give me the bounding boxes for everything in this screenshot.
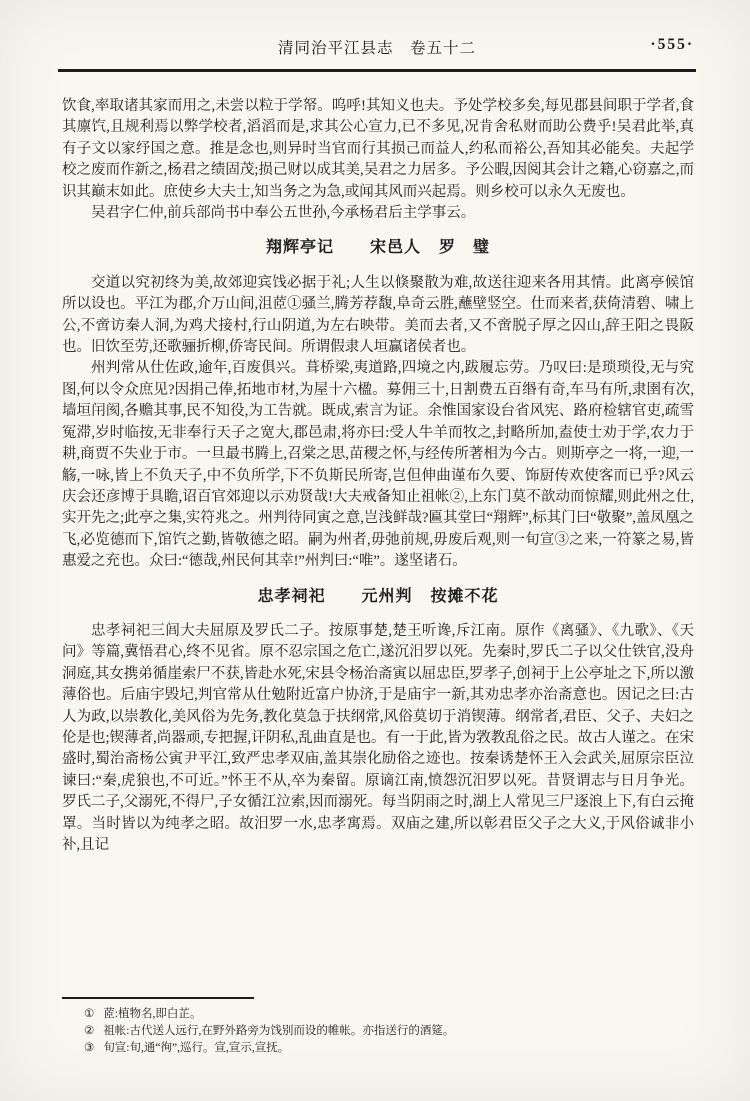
section-title: 忠孝祠祀 (257, 587, 326, 605)
footnote-1 (62, 1006, 694, 1023)
running-title: 清同治平江县志 卷五十二 (277, 40, 476, 57)
footnote-number: ① (84, 1008, 95, 1020)
section-heading-xianghui-pavilion (62, 237, 694, 258)
footnote-text: 旬宣:旬,通“徇”,巡行。宣,宣示,宣抚。 (103, 1042, 290, 1054)
footnote-number: ③ (84, 1042, 95, 1054)
section-author-role: 元州判 (361, 587, 413, 605)
section-author-name: 按摊不花 (430, 587, 499, 605)
footnote-text: 祖帐:古代送人远行,在野外路旁为饯别而设的帷帐。亦指送行的酒筵。 (103, 1025, 455, 1037)
paragraph-essay1-intro: 交道以究初终为美,故郊迎宾饯必据于礼;人生以倏聚散为难,故送往迎来各用其情。此离亭候馆所以设也。平江为郡,介万山间,沮茝①骚兰,腾芳荐馥,阜奇云胜,蘸壁竖空。仕而来者,获倚清碧、啸上公,不啻访秦人洞,为鸡犬接村,行山阴道,为左右映带。美而去者,又不啻脱子厚之囚山,辞王阳之畏阪也。旧饮至劳,还歌骊折柳,侨寄民间。所谓假隶人垣赢诸侯者也。 (62, 274, 694, 356)
page-header (58, 36, 696, 72)
page-number: ·555· (650, 36, 694, 53)
page-body (62, 96, 694, 994)
footnote-number: ② (84, 1025, 95, 1037)
section-title: 翔辉亭记 (265, 239, 334, 257)
footnote-separator-rule (62, 997, 254, 999)
section-heading-loyalty-filial-shrine (62, 586, 694, 607)
footnote-3 (62, 1040, 694, 1057)
paragraph-essay2-main: 忠孝祠祀三闾大夫屈原及罗氏二子。按原事楚,楚王听谗,斥江南。原作《离骚》、《九歌》、《天问》等篇,冀悟君心,终不见省。原不忍宗国之危亡,遂沉汨罗以死。先秦时,罗氏二子以父仕铁官,没舟洞庭,其女携弟循崖索尸不获,皆赴水死,宋县令杨治斋寅以屈忠臣,罗孝子,创祠于上公亭址之下,所以激薄俗也。后庙宇毁圮,判官常从仕勉附近富户协济,于是庙宇一新,其劝忠孝亦治斋意也。因记之曰:古人为政,以崇教化,美风俗为先务,教化莫急于扶纲常,风俗莫切于消锲薄。纲常者,君臣、父子、夫妇之伦是也;锲薄者,尚器顽,专把握,讦阴私,乱曲直是也。有一于此,皆为敩教乱俗之民。故古人谨之。在宋盛时,蜀治斋杨公寅尹平江,致严忠孝双庙,盖其崇化励俗之迹也。按秦诱楚怀王入会武关,屈原宗臣泣谏曰:“秦,虎狼也,不可近。”怀王不从,卒为秦留。原谪江南,愤怨沉汨罗以死。昔贤谓志与日月争光。罗氏二子,父溺死,不得尸,子女循江泣索,因而溺死。每当阴雨之时,湖上人常见三尸逐浪上下,有白云掩罩。当时皆以为纯孝之昭。故汨罗一水,忠孝寓焉。双庙之建,所以彰君臣父子之大义,于风俗诚非小补,且记 (62, 622, 694, 853)
header-row (58, 36, 696, 58)
paragraph-essay1-main: 州判常从仕佐政,逾年,百废俱兴。葺桥梁,夷道路,四境之内,跋履忘劳。乃叹曰:是琐琐役,无与究图,何以令众庶见?因捐己俸,拓地市材,为屋十六楹。募佣三十,日割费五百缗有奇,车马有所,隶圉有次,墙垣闬阂,各赡其事,民不知役,为工告就。既成,索言为证。余惟国家设台省风宪、路府检辖官吏,疏雪冤滞,岁时临按,无非奉行天子之宽大,郡邑肃,将亦曰:受人牛羊而牧之,封略所加,盍使士劝于学,农力于耕,商贾不失业于市。一旦最书腾上,召棠之思,苗稷之怀,与经传所著相为今古。则斯亭之一将,一迎,一觞,一咏,皆上不负天子,中不负所学,下不负斯民所寄,岂但伸曲谨布久要、饰厨传欢使客而已乎?风云庆会还彦博于具瞻,诏百官郊迎以示劝贤哉!大夫戒备知止祖帐②,上东门莫不歆动而惊耀,则此州之仕,实开先之;此亭之集,实符兆之。州判待同寅之意,岂浅鲜哉?匾其堂曰“翔辉”,标其门曰“敬聚”,盖凤凰之飞,必览德而下,馆饩之勤,皆敬德之昭。嗣为州者,毋弛前规,毋废后观,则一旬宣③之来,一符篆之易,皆惠爱之充也。众曰:“德哉,州民何其幸!”州判曰:“唯”。遂坚诸石。 (62, 360, 694, 570)
paragraph-continuation: 饮食,率取诸其家而用之,未尝以粒于学帑。呜呼!其知义也夫。予处学校多矣,每见郡县间职于学者,食其廪饩,且规利焉以弊学校者,滔滔而是,求其公心宣力,已不多见,况肯舍私财而助公费乎!吴君此举,真有子文以家纾国之意。推是念也,则异时当官而行其损己而益人,约私而裕公,吾知其必能矣。夫起学校之废而作新之,杨君之绩固茂;损己财以成其美,吴君之力居多。予公暇,因阅其会计之籍,心窃嘉之,而识其巅末如此。庶使乡大夫士,知当务之为急,或闻其风而兴起焉。则乡校可以永久无废也。 (62, 98, 694, 200)
footnotes (62, 997, 694, 1057)
paragraph-author-note: 吴君字仁仲,前兵部尚书中奉公五世孙,今承杨君后主学事云。 (91, 205, 476, 222)
section-author-name: 罗 璧 (439, 239, 491, 257)
footnote-text: 茝:植物名,即白芷。 (103, 1008, 202, 1020)
header-rule (58, 69, 696, 72)
footnote-2 (62, 1023, 694, 1040)
section-author-role: 宋邑人 (369, 239, 421, 257)
